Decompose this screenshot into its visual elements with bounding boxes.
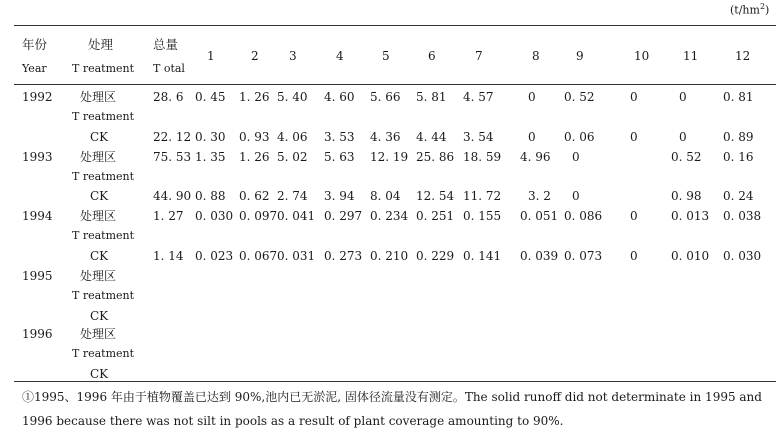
row-value-month-8: 3. 2 bbox=[528, 189, 551, 203]
row-treatment-zh: CK bbox=[90, 189, 109, 203]
row-value-month-10: 0 bbox=[630, 209, 638, 223]
header-month-7: 7 bbox=[475, 49, 483, 63]
row-value-month-2: 1. 26 bbox=[239, 90, 270, 104]
row-value-month-10: 0 bbox=[630, 130, 638, 144]
row-value-month-1: 0. 30 bbox=[195, 130, 226, 144]
row-total: 22. 12 bbox=[153, 130, 192, 144]
row-treatment-en: T reatment bbox=[72, 229, 135, 242]
row-value-month-4: 3. 94 bbox=[324, 189, 355, 203]
row-treatment-en: T reatment bbox=[72, 170, 135, 183]
row-value-month-3: 0. 031 bbox=[277, 249, 316, 263]
row-value-month-11: 0 bbox=[679, 130, 687, 144]
row-value-month-2: 0. 067 bbox=[239, 249, 278, 263]
row-treatment-zh: 处理区 bbox=[80, 90, 117, 104]
table-top-rule bbox=[14, 25, 776, 26]
header-year-en: Year bbox=[22, 62, 47, 75]
header-month-3: 3 bbox=[289, 49, 297, 63]
row-value-month-5: 12. 19 bbox=[370, 150, 409, 164]
row-value-month-6: 0. 251 bbox=[416, 209, 455, 223]
row-value-month-6: 0. 229 bbox=[416, 249, 455, 263]
row-total: 44. 90 bbox=[153, 189, 192, 203]
header-month-6: 6 bbox=[428, 49, 436, 63]
row-treatment-zh: 处理区 bbox=[80, 269, 117, 283]
row-value-month-3: 5. 40 bbox=[277, 90, 308, 104]
row-value-month-1: 0. 88 bbox=[195, 189, 226, 203]
row-value-month-5: 4. 36 bbox=[370, 130, 401, 144]
row-value-month-7: 0. 155 bbox=[463, 209, 502, 223]
row-value-month-12: 0. 24 bbox=[723, 189, 754, 203]
row-year: 1993 bbox=[22, 150, 53, 164]
row-value-month-4: 4. 60 bbox=[324, 90, 355, 104]
row-value-month-5: 0. 210 bbox=[370, 249, 409, 263]
row-value-month-4: 3. 53 bbox=[324, 130, 355, 144]
footnote-line-2: 1996 because there was not silt in pools as a result of plant coverage amounting to 90%. bbox=[22, 414, 564, 428]
row-year: 1996 bbox=[22, 327, 53, 341]
header-month-9: 9 bbox=[576, 49, 584, 63]
row-value-month-6: 5. 81 bbox=[416, 90, 447, 104]
row-value-month-12: 0. 16 bbox=[723, 150, 754, 164]
row-value-month-11: 0. 98 bbox=[671, 189, 702, 203]
row-year: 1992 bbox=[22, 90, 53, 104]
header-treatment-en: T reatment bbox=[72, 62, 135, 75]
header-total-en: T otal bbox=[153, 62, 185, 75]
header-total-zh: 总量 bbox=[153, 37, 179, 52]
row-value-month-4: 5. 63 bbox=[324, 150, 355, 164]
row-value-month-2: 1. 26 bbox=[239, 150, 270, 164]
row-value-month-9: 0. 073 bbox=[564, 249, 603, 263]
header-treatment-zh: 处理 bbox=[88, 37, 114, 52]
row-value-month-10: 0 bbox=[630, 90, 638, 104]
row-value-month-8: 0 bbox=[528, 90, 536, 104]
row-value-month-3: 2. 74 bbox=[277, 189, 308, 203]
row-value-month-1: 1. 35 bbox=[195, 150, 226, 164]
row-value-month-4: 0. 297 bbox=[324, 209, 363, 223]
row-treatment-en: T reatment bbox=[72, 347, 135, 360]
header-year-zh: 年份 bbox=[22, 37, 48, 52]
row-value-month-2: 0. 93 bbox=[239, 130, 270, 144]
row-value-month-12: 0. 030 bbox=[723, 249, 762, 263]
row-value-month-1: 0. 030 bbox=[195, 209, 234, 223]
row-treatment-en: T reatment bbox=[72, 110, 135, 123]
header-month-8: 8 bbox=[532, 49, 540, 63]
row-value-month-12: 0. 89 bbox=[723, 130, 754, 144]
unit-label: $(t/hm^2)$ bbox=[730, 2, 770, 17]
row-value-month-3: 4. 06 bbox=[277, 130, 308, 144]
row-value-month-4: 0. 273 bbox=[324, 249, 363, 263]
row-value-month-11: 0 bbox=[679, 90, 687, 104]
row-total: 1. 14 bbox=[153, 249, 184, 263]
row-value-month-2: 0. 097 bbox=[239, 209, 278, 223]
table-header-rule bbox=[14, 84, 776, 85]
row-value-month-9: 0. 086 bbox=[564, 209, 603, 223]
row-total: 28. 6 bbox=[153, 90, 184, 104]
row-treatment-en: T reatment bbox=[72, 289, 135, 302]
row-value-month-9: 0 bbox=[572, 150, 580, 164]
row-treatment-zh: 处理区 bbox=[80, 327, 117, 341]
row-value-month-1: 0. 023 bbox=[195, 249, 234, 263]
row-value-month-5: 8. 04 bbox=[370, 189, 401, 203]
row-value-month-8: 0 bbox=[528, 130, 536, 144]
row-value-month-8: 0. 051 bbox=[520, 209, 559, 223]
row-value-month-7: 11. 72 bbox=[463, 189, 502, 203]
table-bottom-rule bbox=[14, 381, 776, 382]
row-value-month-8: 0. 039 bbox=[520, 249, 559, 263]
header-month-11: 11 bbox=[683, 49, 699, 63]
header-month-5: 5 bbox=[382, 49, 390, 63]
header-month-1: 1 bbox=[207, 49, 215, 63]
row-value-month-3: 0. 041 bbox=[277, 209, 316, 223]
header-month-4: 4 bbox=[336, 49, 344, 63]
row-treatment-zh: 处理区 bbox=[80, 150, 117, 164]
row-total: 1. 27 bbox=[153, 209, 184, 223]
header-month-12: 12 bbox=[735, 49, 751, 63]
row-treatment-zh: CK bbox=[90, 367, 109, 381]
row-value-month-6: 12. 54 bbox=[416, 189, 455, 203]
row-value-month-12: 0. 038 bbox=[723, 209, 762, 223]
row-treatment-zh: 处理区 bbox=[80, 209, 117, 223]
row-value-month-7: 18. 59 bbox=[463, 150, 502, 164]
row-total: 75. 53 bbox=[153, 150, 192, 164]
footnote-line-1: ①1995、1996 年由于植物覆盖已达到 90%,池内已无淤泥, 固体径流量没有测定。The solid runoff did not determinate in 1995 and bbox=[22, 390, 762, 404]
row-value-month-5: 0. 234 bbox=[370, 209, 409, 223]
row-treatment-zh: CK bbox=[90, 249, 109, 263]
row-treatment-zh: CK bbox=[90, 309, 109, 323]
row-value-month-6: 25. 86 bbox=[416, 150, 455, 164]
row-treatment-zh: CK bbox=[90, 130, 109, 144]
row-value-month-11: 0. 010 bbox=[671, 249, 710, 263]
row-value-month-7: 3. 54 bbox=[463, 130, 494, 144]
row-value-month-3: 5. 02 bbox=[277, 150, 308, 164]
row-year: 1995 bbox=[22, 269, 53, 283]
row-value-month-12: 0. 81 bbox=[723, 90, 754, 104]
row-value-month-9: 0 bbox=[572, 189, 580, 203]
row-value-month-7: 0. 141 bbox=[463, 249, 502, 263]
row-value-month-2: 0. 62 bbox=[239, 189, 270, 203]
header-month-2: 2 bbox=[251, 49, 259, 63]
row-value-month-9: 0. 52 bbox=[564, 90, 595, 104]
row-value-month-11: 0. 52 bbox=[671, 150, 702, 164]
row-value-month-6: 4. 44 bbox=[416, 130, 447, 144]
row-value-month-5: 5. 66 bbox=[370, 90, 401, 104]
row-value-month-11: 0. 013 bbox=[671, 209, 710, 223]
row-year: 1994 bbox=[22, 209, 53, 223]
row-value-month-8: 4. 96 bbox=[520, 150, 551, 164]
row-value-month-10: 0 bbox=[630, 249, 638, 263]
row-value-month-7: 4. 57 bbox=[463, 90, 494, 104]
row-value-month-1: 0. 45 bbox=[195, 90, 226, 104]
row-value-month-9: 0. 06 bbox=[564, 130, 595, 144]
header-month-10: 10 bbox=[634, 49, 650, 63]
